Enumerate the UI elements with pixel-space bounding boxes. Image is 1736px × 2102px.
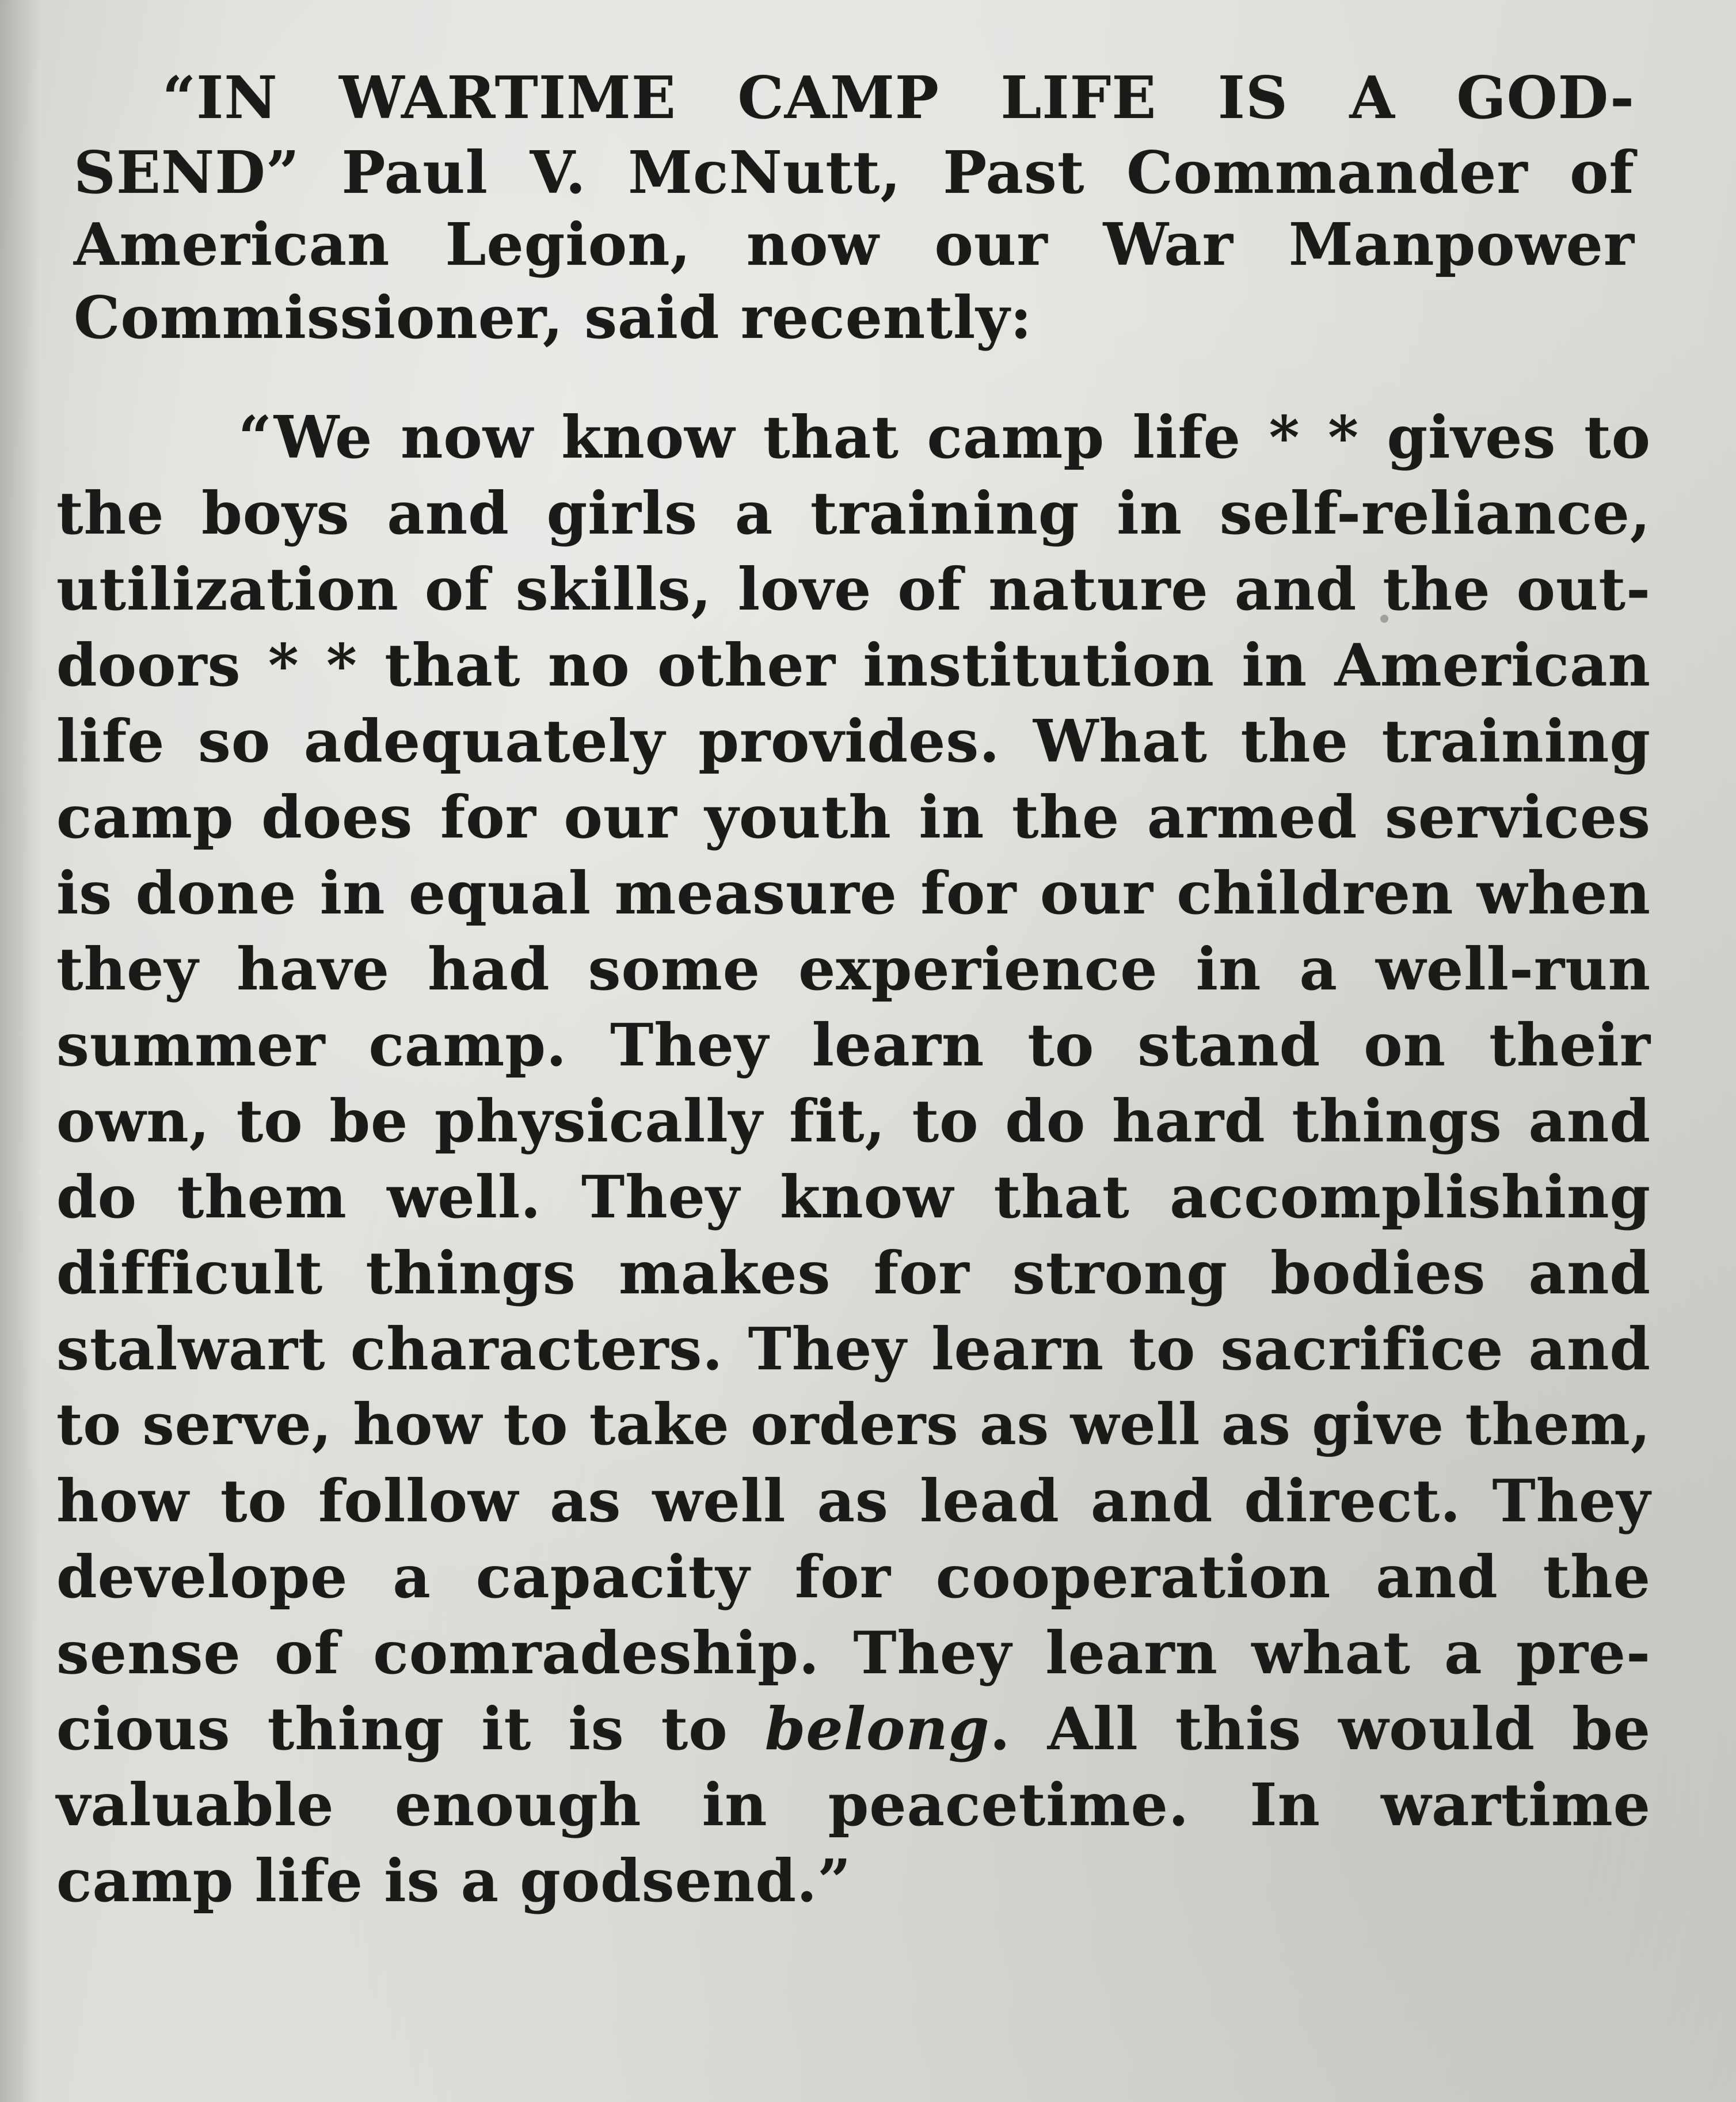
quote-line: is done in equal measure for our children when — [56, 859, 1651, 927]
quote-line: stalwart characters. They learn to sacrifice and — [56, 1315, 1651, 1383]
quote-line: develope a capacity for cooperation and the — [56, 1543, 1651, 1611]
quote-paragraph — [56, 397, 1651, 1974]
heading-line: “IN WARTIME CAMP LIFE IS A GOD- — [162, 63, 1635, 132]
quote-line: camp life is a godsend.” — [56, 1846, 852, 1915]
quote-line-head: cious thing it is to — [56, 1694, 765, 1763]
quote-line: “We now know that camp life * * gives to — [238, 403, 1651, 471]
italic-word: belong — [764, 1694, 990, 1763]
heading-line: Commissioner, said recently: — [74, 283, 1033, 352]
quote-line: to serve, how to take orders as well as give them, — [56, 1392, 1651, 1458]
quote-line: sense of comradeship. They learn what a pre- — [56, 1619, 1651, 1687]
page-fold-shadow — [0, 0, 40, 2102]
quote-line: utilization of skills, love of nature and the out- — [56, 555, 1651, 623]
quote-line: difficult things makes for strong bodies and — [56, 1239, 1651, 1307]
heading-line: SEND” Paul V. McNutt, Past Commander of — [74, 138, 1635, 207]
quote-line-with-italic — [56, 1689, 1651, 1769]
quote-line: camp does for our youth in the armed services — [56, 783, 1651, 851]
quote-line: valuable enough in peacetime. In wartime — [56, 1770, 1651, 1839]
quote-line: do them well. They know that accomplishing — [56, 1163, 1651, 1231]
quote-line: summer camp. They learn to stand on their — [56, 1011, 1651, 1079]
quote-line: doors * * that no other institution in American — [56, 631, 1651, 699]
quote-line: own, to be physically fit, to do hard things and — [56, 1087, 1651, 1155]
quote-line: the boys and girls a training in self-reliance, — [56, 479, 1651, 547]
heading-paragraph — [74, 58, 1635, 380]
quote-line: life so adequately provides. What the training — [56, 707, 1651, 775]
quote-line: they have had some experience in a well-run — [56, 935, 1651, 1003]
quote-line: how to follow as well as lead and direct. They — [56, 1467, 1651, 1535]
quote-line-tail: . All this would be — [989, 1694, 1651, 1763]
heading-line: American Legion, now our War Manpower — [74, 210, 1635, 279]
